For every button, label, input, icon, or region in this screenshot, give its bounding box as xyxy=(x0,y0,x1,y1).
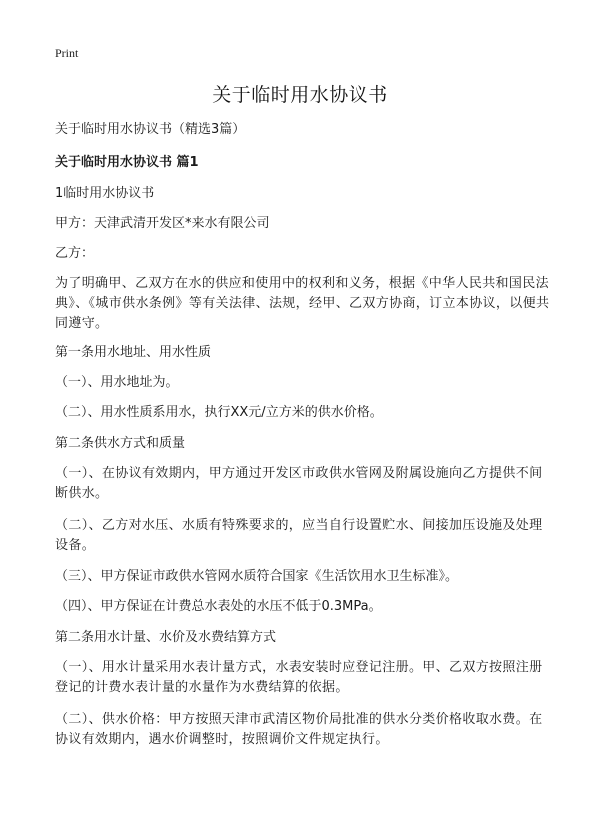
paragraph-article-3-item-1: （一）、用水计量采用水表计量方式，水表安装时应登记注册。甲、乙双方按照注册登记的计费水表计量的水量作为水费结算的依据。 xyxy=(55,660,543,695)
paragraph-article-2-item-4: （四）、甲方保证在计费总水表处的水压不低于0.3MPa。 xyxy=(55,599,382,614)
paragraph-article-2-item-3: （三）、甲方保证市政供水管网水质符合国家《生活饮用水卫生标准》。 xyxy=(55,569,459,584)
paragraph-article-3-heading: 第二条用水计量、水价及水费结算方式 xyxy=(55,630,277,645)
print-link[interactable]: Print xyxy=(55,46,79,60)
paragraph-article-1-item-2: （二）、用水性质系用水，执行XX元/立方米的供水价格。 xyxy=(55,405,383,420)
paragraph-article-2-item-1: （一）、在协议有效期内，甲方通过开发区市政供水管网及附属设施向乙方提供不间断供水。 xyxy=(55,466,543,501)
paragraph-article-1-heading: 第一条用水地址、用水性质 xyxy=(55,345,212,360)
paragraph-party-b: 乙方： xyxy=(55,246,95,261)
paragraph-article-1-item-1: （一）、用水地址为。 xyxy=(55,375,179,390)
document-subtitle: 关于临时用水协议书（精选3篇） xyxy=(55,122,246,137)
document-title: 关于临时用水协议书 xyxy=(212,84,388,106)
section-heading: 关于临时用水协议书 篇1 xyxy=(55,155,199,170)
paragraph-article-3-item-2: （二）、供水价格：甲方按照天津市武清区物价局批准的供水分类价格收取水费。在协议有效期内，遇水价调整时，按照调价文件规定执行。 xyxy=(55,712,543,747)
paragraph-article-2-heading: 第二条供水方式和质量 xyxy=(55,436,186,451)
paragraph-article-2-item-2: （二）、乙方对水压、水质有特殊要求的，应当自行设置贮水、间接加压设施及处理设备。 xyxy=(55,518,543,553)
paragraph-agreement-name: 1临时用水协议书 xyxy=(55,186,155,201)
paragraph-preamble: 为了明确甲、乙双方在水的供应和使用中的权利和义务，根据《中华人民共和国民法典》、《城市供水条例》等有关法律、法规，经甲、乙双方协商，订立本协议，以便共同遵守。 xyxy=(55,276,550,331)
paragraph-party-a: 甲方：天津武清开发区*来水有限公司 xyxy=(55,216,270,231)
